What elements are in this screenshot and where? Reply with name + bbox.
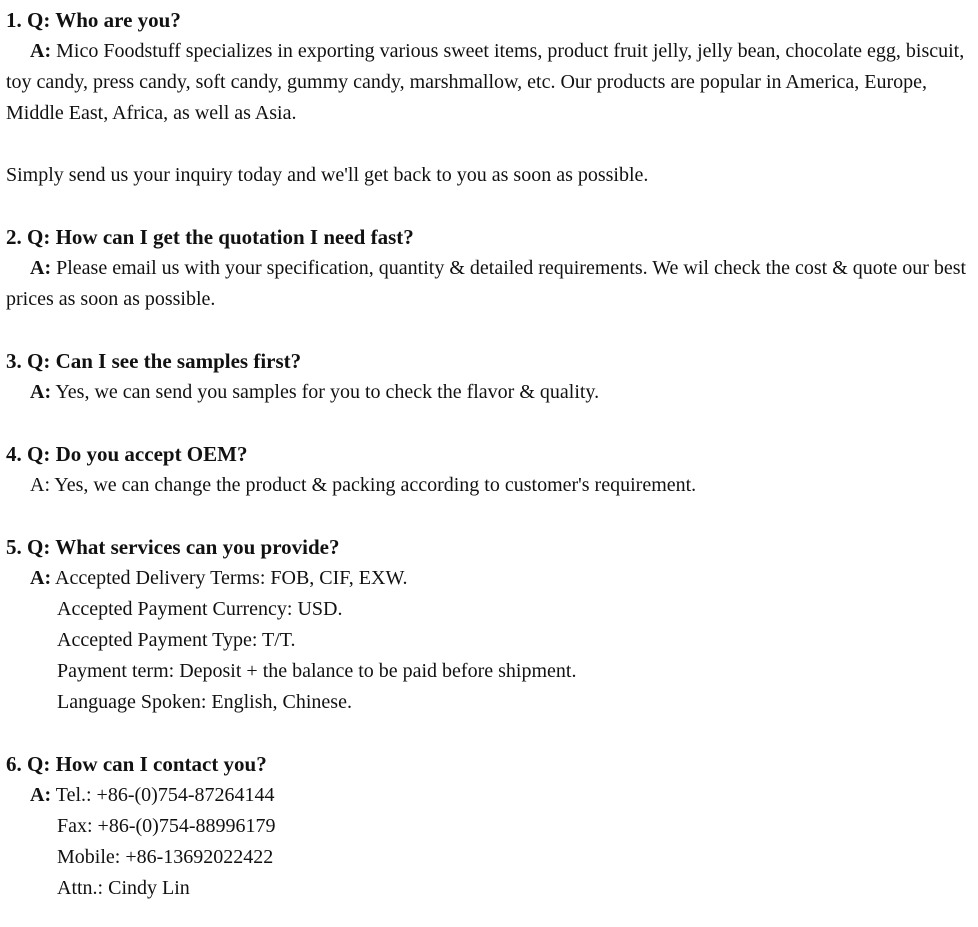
faq-answer-3 [6,377,972,408]
answer-label: A: [30,257,52,279]
inquiry-note: Simply send us your inquiry today and we'll get back to you as soon as possible. [6,164,649,186]
spacer [6,191,972,222]
answer-text: Mico Foodstuff specializes in exporting various sweet items, product fruit jelly, jelly bean, chocolate egg, biscuit, toy candy, press candy, soft candy, gummy candy, marshmallow, etc. Our products are popular in America, Europe, Middle East, Africa, as well as Asia. [6,40,965,124]
answer-text: Tel.: +86-(0)754-87264144 [51,784,275,806]
faq-answer-1 [6,36,972,129]
spacer [6,129,972,160]
spacer [6,408,972,439]
faq-question-1: 1. Q: Who are you? [6,8,181,32]
faq-answer-4: A: Yes, we can change the product & packing according to customer's requirement. [30,474,697,496]
contact-attn: Attn.: Cindy Lin [57,877,190,899]
contact-tel [6,780,972,811]
faq-answer-5-line-1 [6,563,972,594]
faq-question-3: 3. Q: Can I see the samples first? [6,349,302,373]
answer-label: A: [30,784,52,806]
faq-answer-5-line-5: Language Spoken: English, Chinese. [57,691,352,713]
answer-text: Yes, we can send you samples for you to check the flavor & quality. [51,381,600,403]
answer-label: A: [30,567,52,589]
faq-question-4: 4. Q: Do you accept OEM? [6,442,248,466]
spacer [6,315,972,346]
contact-mobile: Mobile: +86-13692022422 [57,846,274,868]
spacer [6,718,972,749]
answer-text: Please email us with your specification, quantity & detailed requirements. We wil check the cost & quote our best prices as soon as possible. [6,257,967,310]
faq-answer-5-line-4: Payment term: Deposit + the balance to be paid before shipment. [57,660,577,682]
answer-label: A: [30,381,52,403]
faq-question-6: 6. Q: How can I contact you? [6,752,267,776]
faq-question-5: 5. Q: What services can you provide? [6,535,340,559]
faq-answer-5-line-3: Accepted Payment Type: T/T. [57,629,296,651]
faq-answer-5-line-2: Accepted Payment Currency: USD. [57,598,343,620]
answer-text: Accepted Delivery Terms: FOB, CIF, EXW. [51,567,408,589]
contact-fax: Fax: +86-(0)754-88996179 [57,815,276,837]
faq-document [6,5,972,904]
spacer [6,501,972,532]
faq-answer-2 [6,253,972,315]
answer-label: A: [30,40,52,62]
faq-question-2: 2. Q: How can I get the quotation I need fast? [6,225,414,249]
